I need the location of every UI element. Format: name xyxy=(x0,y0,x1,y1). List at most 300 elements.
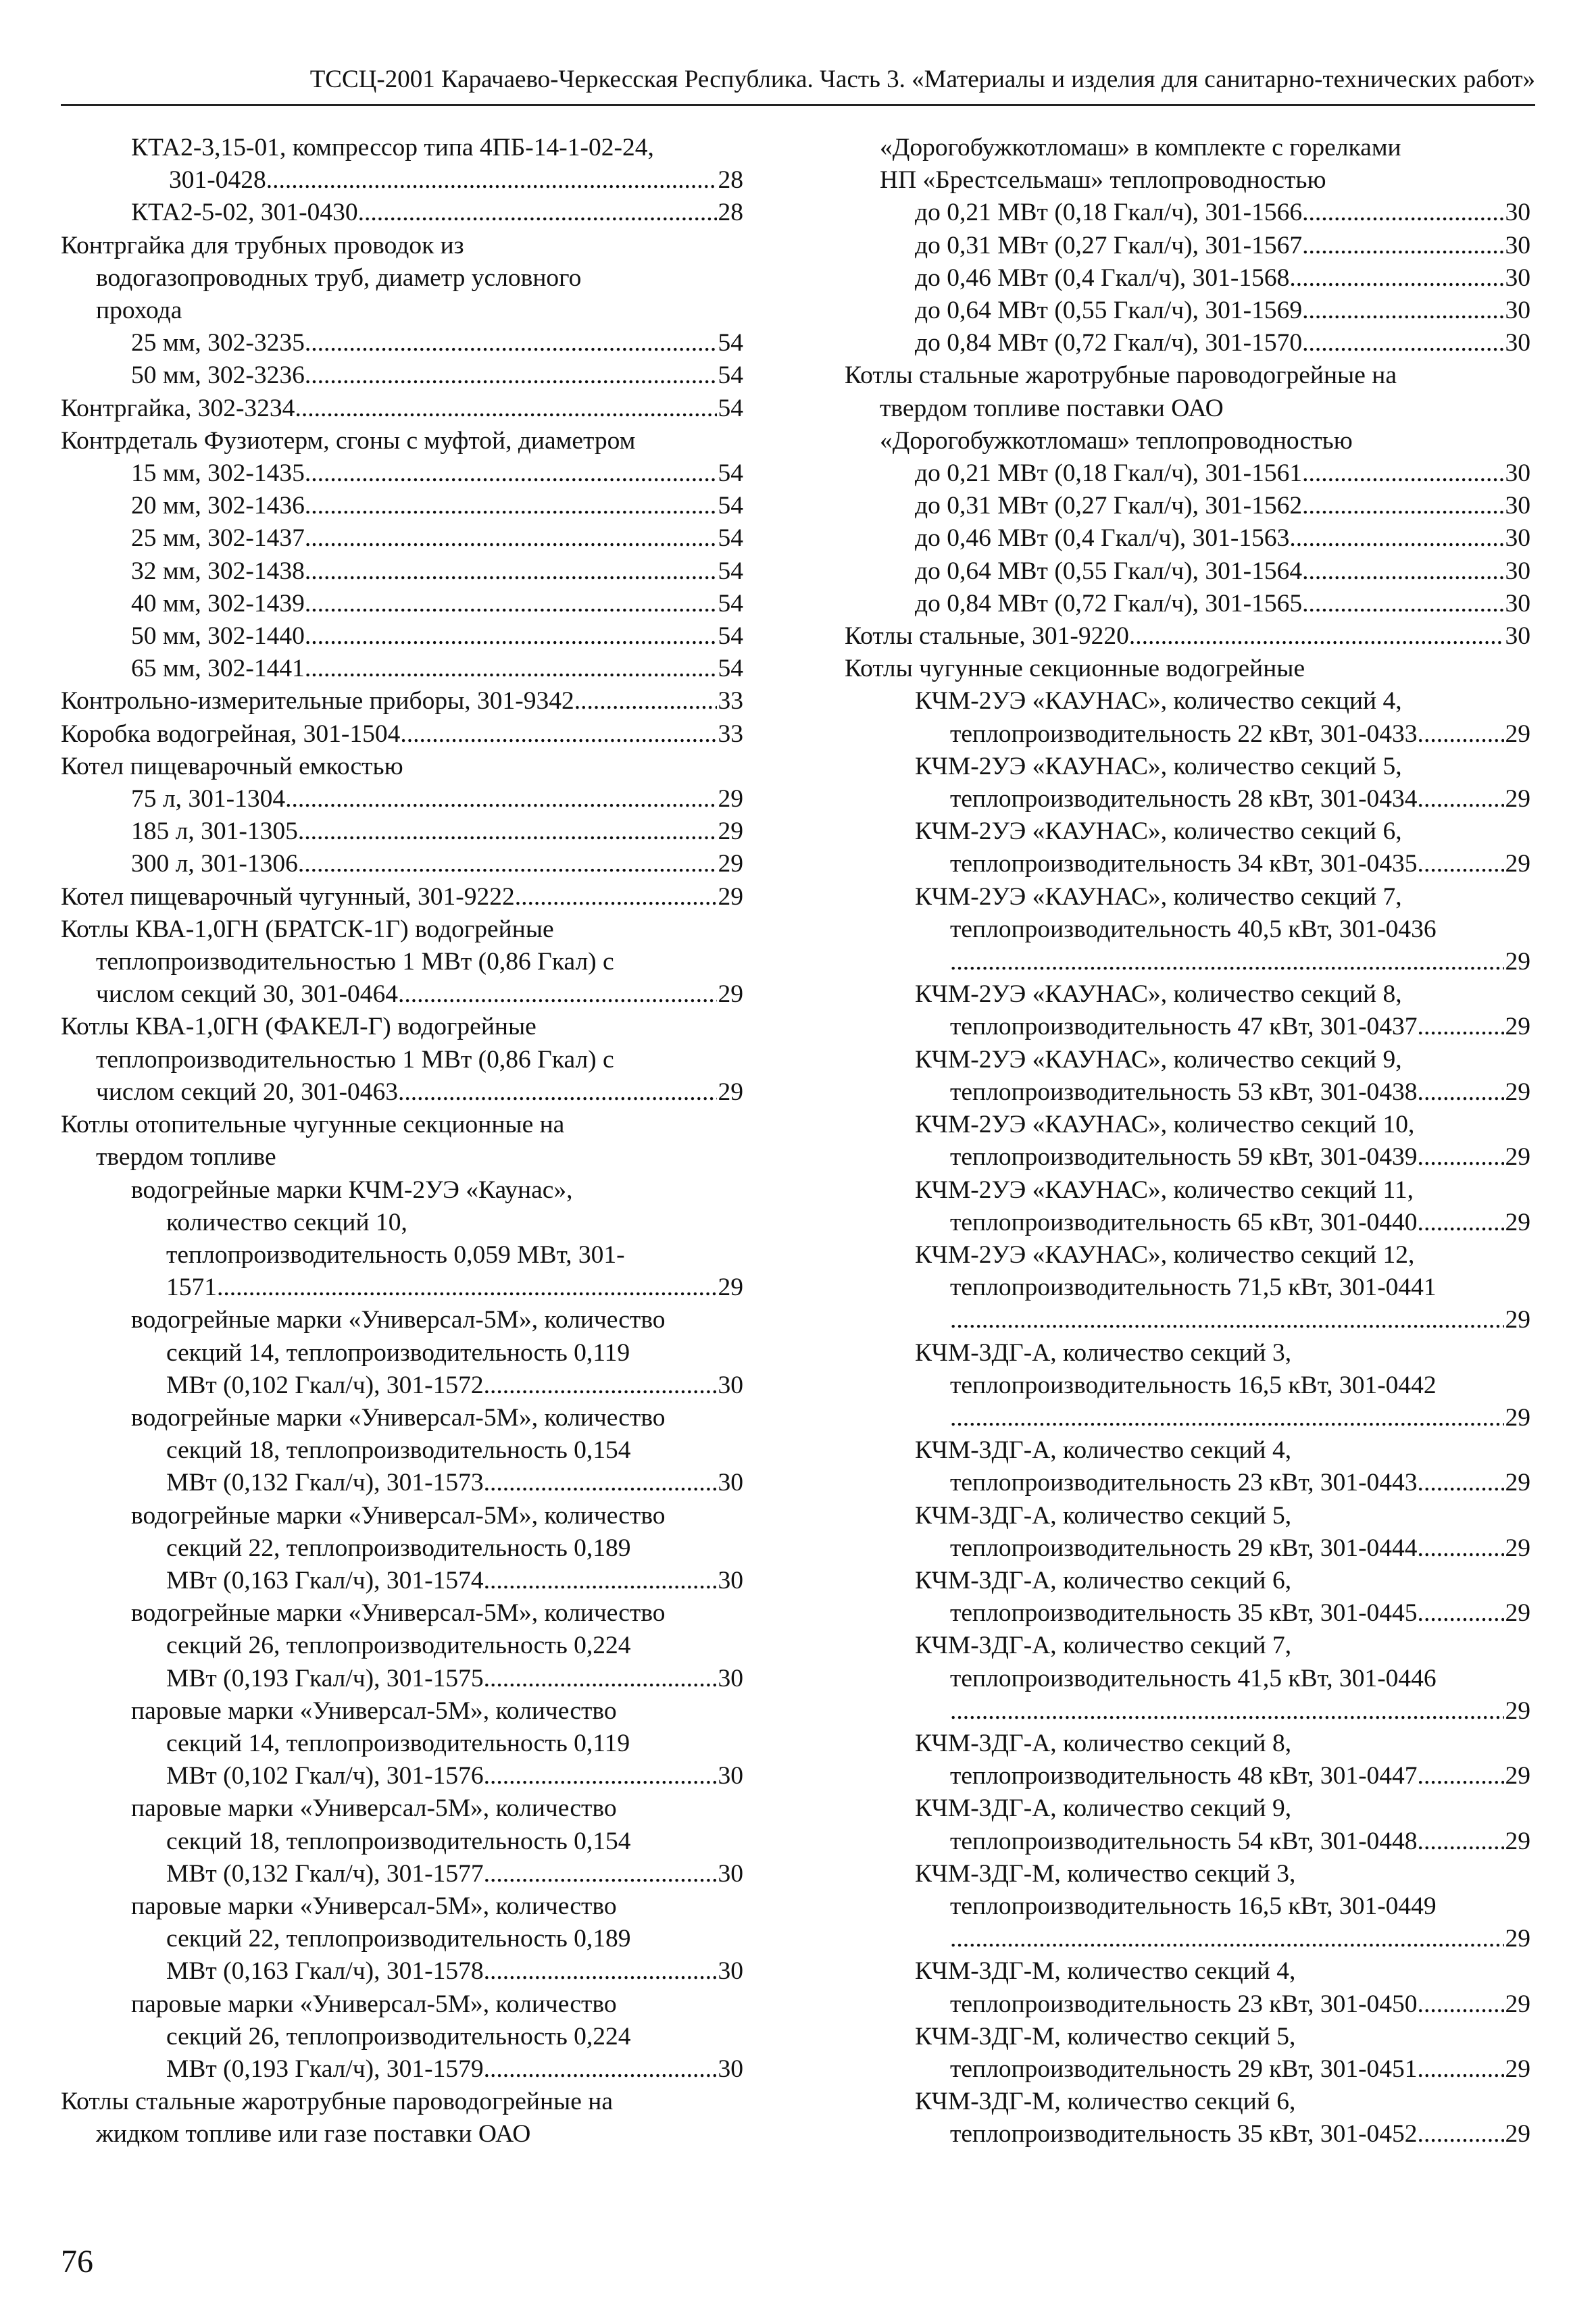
index-entry xyxy=(61,490,743,522)
index-line: Котлы чугунные секционные водогрейные xyxy=(845,655,1305,683)
page-ref: 30 xyxy=(1505,297,1530,325)
page-ref: 29 xyxy=(1505,1762,1530,1790)
entry-text: теплопроизводительность 29 кВт, 301-0444. xyxy=(950,1534,1424,1562)
page-ref: 29 xyxy=(1505,1208,1530,1236)
index-line: теплопроизводительность 16,5 кВт, 301-0442 xyxy=(950,1371,1437,1399)
page-ref: 29 xyxy=(1505,1078,1530,1106)
index-entry xyxy=(61,815,743,848)
dot-leader xyxy=(1302,230,1503,262)
dot-leader xyxy=(484,1565,717,1597)
index-entry xyxy=(845,1011,1530,1043)
page-ref: 29 xyxy=(1505,1990,1530,2018)
page-ref: 29 xyxy=(1505,850,1530,878)
entry-text: теплопроизводительность 28 кВт, 301-0434. xyxy=(950,785,1424,813)
index-entry xyxy=(61,783,743,815)
index-entry xyxy=(845,1826,1530,1858)
index-entry xyxy=(845,1304,1530,1336)
dot-leader xyxy=(950,946,1504,978)
index-line: Контрдеталь Фузиотерм, сгоны с муфтой, диаметром xyxy=(61,426,636,455)
index-line: паровые марки «Универсал-5М», количество xyxy=(131,1892,617,1920)
dot-leader xyxy=(305,359,717,392)
index-entry xyxy=(845,1141,1530,1174)
entry-text: 20 мм, 302-1436 xyxy=(131,492,305,520)
index-entry xyxy=(845,327,1530,359)
page-ref: 30 xyxy=(1505,557,1530,585)
page-ref: 29 xyxy=(1505,1143,1530,1172)
entry-text: 25 мм, 302-3235 xyxy=(131,329,305,357)
index-line: теплопроизводительность 41,5 кВт, 301-0446 xyxy=(950,1664,1437,1692)
index-line: КЧМ-3ДГ-А, количество секций 7, xyxy=(915,1632,1292,1660)
index-entry xyxy=(845,1695,1530,1728)
index-line: КЧМ-2УЭ «КАУНАС», количество секций 5, xyxy=(915,752,1402,780)
index-line: КЧМ-2УЭ «КАУНАС», количество секций 4, xyxy=(915,687,1402,715)
dot-leader xyxy=(1424,1988,1504,2021)
entry-text: МВт (0,163 Гкал/ч), 301-1574 xyxy=(166,1566,484,1594)
page-ref: 29 xyxy=(1505,1013,1530,1041)
index-entry xyxy=(61,522,743,555)
dot-leader xyxy=(950,1923,1504,1955)
index-line: КЧМ-3ДГ-М, количество секций 3, xyxy=(915,1859,1296,1888)
dot-leader xyxy=(484,1467,717,1499)
index-line: секций 22, теплопроизводительность 0,189 xyxy=(166,1925,631,1953)
entry-text: теплопроизводительность 35 кВт, 301-0452. xyxy=(950,2120,1424,2148)
index-entry xyxy=(845,457,1530,490)
index-entry xyxy=(61,1858,743,1890)
index-entry xyxy=(845,295,1530,327)
entry-text: теплопроизводительность 48 кВт, 301-0447. xyxy=(950,1762,1424,1790)
entry-text: МВт (0,102 Гкал/ч), 301-1572 xyxy=(166,1371,484,1399)
entry-text: теплопроизводительность 54 кВт, 301-0448. xyxy=(950,1827,1424,1855)
index-entry xyxy=(845,1076,1530,1109)
index-line: Котел пищеварочный емкостью xyxy=(61,752,403,780)
index-line: Котлы КВА-1,0ГН (БРАТСК-1Г) водогрейные xyxy=(61,915,554,943)
page-ref: 54 xyxy=(718,394,743,422)
index-entry xyxy=(61,555,743,588)
index-entry xyxy=(845,2053,1530,2086)
index-line: водогрейные марки «Универсал-5М», количество xyxy=(131,1599,666,1628)
dot-leader xyxy=(1424,1467,1504,1499)
page-ref: 29 xyxy=(1505,948,1530,976)
index-line: секций 26, теплопроизводительность 0,224 xyxy=(166,2022,631,2051)
dot-leader xyxy=(305,522,717,555)
index-line: прохода xyxy=(96,297,182,325)
index-entry xyxy=(845,1467,1530,1499)
index-line: Котлы стальные жаротрубные пароводогрейные на xyxy=(845,361,1397,390)
page-ref: 29 xyxy=(1505,1925,1530,1953)
dot-leader xyxy=(298,815,717,848)
index-entry xyxy=(61,1272,743,1304)
page-ref: 30 xyxy=(1505,622,1530,651)
page-ref: 30 xyxy=(718,1469,743,1497)
index-line: НП «Брестсельмаш» теплопроводностью xyxy=(880,166,1326,195)
entry-text: до 0,64 МВт (0,55 Гкал/ч), 301-1564 xyxy=(915,557,1303,585)
entry-text: до 0,31 МВт (0,27 Гкал/ч), 301-1562 xyxy=(915,492,1303,520)
dot-leader xyxy=(574,685,717,718)
index-line: Контргайка для трубных проводок из xyxy=(61,231,464,259)
entry-text: теплопроизводительность 29 кВт, 301-0451. xyxy=(950,2055,1424,2083)
entry-text: теплопроизводительность 59 кВт, 301-0439. xyxy=(950,1143,1424,1172)
entry-text: числом секций 20, 301-0463 xyxy=(96,1078,398,1106)
dot-leader xyxy=(1424,2053,1504,2086)
index-entry xyxy=(61,718,743,751)
index-line: количество секций 10, xyxy=(166,1208,407,1236)
page-ref: 29 xyxy=(1505,1469,1530,1497)
index-entry xyxy=(61,653,743,685)
dot-leader xyxy=(1424,2118,1504,2150)
index-line: паровые марки «Универсал-5М», количество xyxy=(131,1990,617,2018)
index-line: КЧМ-3ДГ-А, количество секций 6, xyxy=(915,1566,1292,1594)
entry-text: числом секций 30, 301-0464 xyxy=(96,980,398,1009)
entry-text: МВт (0,193 Гкал/ч), 301-1579 xyxy=(166,2055,484,2083)
page-ref: 33 xyxy=(718,720,743,748)
dot-leader xyxy=(515,881,717,913)
page-ref: 29 xyxy=(1505,1534,1530,1562)
index-line: КЧМ-3ДГ-М, количество секций 4, xyxy=(915,1957,1296,1986)
index-entry xyxy=(61,848,743,880)
page-ref: 54 xyxy=(718,589,743,618)
index-entry xyxy=(61,620,743,653)
dot-leader xyxy=(484,1858,717,1890)
entry-text: МВт (0,132 Гкал/ч), 301-1573 xyxy=(166,1469,484,1497)
index-entry xyxy=(845,490,1530,522)
page-ref: 54 xyxy=(718,557,743,585)
index-line: теплопроизводительность 16,5 кВт, 301-0449 xyxy=(950,1892,1437,1920)
page-ref: 30 xyxy=(718,1859,743,1888)
index-entry xyxy=(61,1369,743,1402)
index-entry xyxy=(61,1467,743,1499)
entry-text: 32 мм, 302-1438 xyxy=(131,557,305,585)
page-ref: 29 xyxy=(1505,1306,1530,1334)
index-entry xyxy=(845,1988,1530,2021)
entry-text: МВт (0,132 Гкал/ч), 301-1577 xyxy=(166,1859,484,1888)
index-entry xyxy=(845,555,1530,588)
page-ref: 29 xyxy=(1505,2120,1530,2148)
entry-text: 50 мм, 302-3236 xyxy=(131,361,305,390)
index-line: секций 18, теплопроизводительность 0,154 xyxy=(166,1436,631,1465)
entry-text: теплопроизводительность 23 кВт, 301-0443. xyxy=(950,1469,1424,1497)
dot-leader xyxy=(950,1304,1504,1336)
index-line: жидком топливе или газе поставки ОАО xyxy=(96,2120,531,2148)
entry-text: Котел пищеварочный чугунный, 301-9222 xyxy=(61,882,515,911)
entry-text: теплопроизводительность 35 кВт, 301-0445. xyxy=(950,1599,1424,1628)
page-ref: 30 xyxy=(718,1664,743,1692)
dot-leader xyxy=(1289,262,1503,295)
page-ref: 54 xyxy=(718,329,743,357)
dot-leader xyxy=(1302,327,1503,359)
index-entry xyxy=(845,1760,1530,1792)
index-line: КЧМ-2УЭ «КАУНАС», количество секций 6, xyxy=(915,818,1402,846)
page-ref: 30 xyxy=(718,1762,743,1790)
index-line: теплопроизводительность 71,5 кВт, 301-0441 xyxy=(950,1274,1437,1302)
entry-text: теплопроизводительность 34 кВт, 301-0435. xyxy=(950,850,1424,878)
index-entry xyxy=(61,457,743,490)
entry-text: до 0,84 МВт (0,72 Гкал/ч), 301-1565 xyxy=(915,589,1303,618)
index-line: твердом топливе поставки ОАО xyxy=(880,394,1224,422)
page-ref: 29 xyxy=(718,850,743,878)
page-ref: 30 xyxy=(718,2055,743,2083)
entry-text: МВт (0,193 Гкал/ч), 301-1575 xyxy=(166,1664,484,1692)
index-entry xyxy=(845,783,1530,815)
entry-text: до 0,46 МВт (0,4 Гкал/ч), 301-1563 xyxy=(915,524,1290,553)
page-ref: 30 xyxy=(1505,524,1530,553)
index-line: теплопроизводительностью 1 МВт (0,86 Гкал) с xyxy=(96,1045,614,1074)
dot-leader xyxy=(305,457,717,490)
entry-text: 300 л, 301-1306 xyxy=(131,850,298,878)
index-entry xyxy=(61,1760,743,1792)
dot-leader xyxy=(1424,783,1504,815)
entry-text: 25 мм, 302-1437 xyxy=(131,524,305,553)
entry-text: 40 мм, 302-1439 xyxy=(131,589,305,618)
page-ref: 30 xyxy=(1505,459,1530,488)
dot-leader xyxy=(398,1076,717,1109)
dot-leader xyxy=(1302,490,1503,522)
index-line: КЧМ-3ДГ-М, количество секций 6, xyxy=(915,2088,1296,2116)
index-entry xyxy=(845,1402,1530,1434)
entry-text: КТА2-5-02, 301-0430 xyxy=(131,199,358,227)
entry-text: Коробка водогрейная, 301-1504 xyxy=(61,720,401,748)
dot-leader xyxy=(1302,197,1503,229)
dot-leader xyxy=(1289,522,1503,555)
entry-text: 50 мм, 302-1440 xyxy=(131,622,305,651)
page-ref: 29 xyxy=(718,980,743,1009)
index-line: секций 18, теплопроизводительность 0,154 xyxy=(166,1827,631,1855)
page-ref: 28 xyxy=(718,166,743,195)
page-ref: 30 xyxy=(718,1957,743,1986)
dot-leader xyxy=(1129,620,1504,653)
dot-leader xyxy=(305,490,717,522)
entry-text: теплопроизводительность 23 кВт, 301-0450. xyxy=(950,1990,1424,2018)
dot-leader xyxy=(305,588,717,620)
page-ref: 29 xyxy=(718,1078,743,1106)
page-ref: 30 xyxy=(1505,263,1530,292)
index-line: паровые марки «Универсал-5М», количество xyxy=(131,1794,617,1823)
index-line: теплопроизводительность 0,059 МВт, 301- xyxy=(166,1240,625,1269)
dot-leader xyxy=(400,718,716,751)
dot-leader xyxy=(305,327,717,359)
index-entry xyxy=(845,588,1530,620)
index-entry xyxy=(845,1207,1530,1239)
index-entry xyxy=(845,946,1530,978)
dot-leader xyxy=(484,1369,717,1402)
index-line: КЧМ-2УЭ «КАУНАС», количество секций 7, xyxy=(915,882,1402,911)
entry-text: Котлы стальные, 301-9220 xyxy=(845,622,1129,651)
dot-leader xyxy=(1424,1532,1504,1565)
entry-text: до 0,46 МВт (0,4 Гкал/ч), 301-1568 xyxy=(915,263,1290,292)
page-ref: 30 xyxy=(1505,329,1530,357)
entry-text: МВт (0,102 Гкал/ч), 301-1576 xyxy=(166,1762,484,1790)
index-entry xyxy=(61,1955,743,1988)
entry-text: МВт (0,163 Гкал/ч), 301-1578 xyxy=(166,1957,484,1986)
index-entry xyxy=(845,718,1530,751)
index-line: секций 14, теплопроизводительность 0,119 xyxy=(166,1729,630,1757)
index-entry xyxy=(61,1663,743,1695)
index-entry xyxy=(845,1923,1530,1955)
page-ref: 54 xyxy=(718,524,743,553)
index-entry xyxy=(845,848,1530,880)
dot-leader xyxy=(1424,718,1504,751)
index-line: КЧМ-2УЭ «КАУНАС», количество секций 11, xyxy=(915,1176,1414,1204)
index-entry xyxy=(61,1076,743,1109)
index-entry xyxy=(61,2053,743,2086)
index-line: секций 14, теплопроизводительность 0,119 xyxy=(166,1338,630,1367)
index-line: КЧМ-3ДГ-А, количество секций 9, xyxy=(915,1794,1292,1823)
index-line: КЧМ-2УЭ «КАУНАС», количество секций 8, xyxy=(915,980,1402,1009)
dot-leader xyxy=(295,393,716,425)
dot-leader xyxy=(484,2053,717,2086)
dot-leader xyxy=(1424,1760,1504,1792)
index-line: водогрейные марки «Универсал-5М», количество xyxy=(131,1403,666,1432)
dot-leader xyxy=(305,620,717,653)
index-line: секций 26, теплопроизводительность 0,224 xyxy=(166,1632,631,1660)
index-line: водогазопроводных труб, диаметр условного xyxy=(96,263,582,292)
index-entry xyxy=(61,1565,743,1597)
index-entry xyxy=(61,197,743,229)
entry-text: до 0,64 МВт (0,55 Гкал/ч), 301-1569 xyxy=(915,297,1303,325)
index-line: КЧМ-3ДГ-А, количество секций 5, xyxy=(915,1501,1292,1530)
index-line: водогрейные марки «Универсал-5М», количество xyxy=(131,1306,666,1334)
index-line: теплопроизводительность 40,5 кВт, 301-0436 xyxy=(950,915,1437,943)
index-line: КЧМ-3ДГ-А, количество секций 8, xyxy=(915,1729,1292,1757)
entry-text: теплопроизводительность 47 кВт, 301-0437. xyxy=(950,1013,1424,1041)
page-ref: 54 xyxy=(718,459,743,488)
dot-leader xyxy=(298,848,717,880)
page-ref: 29 xyxy=(1505,1696,1530,1725)
page-ref: 30 xyxy=(1505,492,1530,520)
index-line: КЧМ-3ДГ-А, количество секций 4, xyxy=(915,1436,1292,1465)
index-entry xyxy=(61,978,743,1011)
entry-text: 75 л, 301-1304 xyxy=(131,785,286,813)
page-ref: 29 xyxy=(718,785,743,813)
index-line: теплопроизводительностью 1 МВт (0,86 Гкал) с xyxy=(96,948,614,976)
index-entry xyxy=(61,685,743,718)
dot-leader xyxy=(1424,1207,1504,1239)
page-ref: 30 xyxy=(1505,589,1530,618)
index-line: КЧМ-3ДГ-А, количество секций 3, xyxy=(915,1338,1292,1367)
dot-leader xyxy=(950,1695,1504,1728)
page-ref: 29 xyxy=(1505,720,1530,748)
entry-text: теплопроизводительность 22 кВт, 301-0433. xyxy=(950,720,1424,748)
dot-leader xyxy=(217,1272,717,1304)
index-line: «Дорогобужкотломаш» в комплекте с горелками xyxy=(880,134,1401,161)
index-column-left xyxy=(61,132,743,2151)
page-number: 76 xyxy=(61,2244,93,2280)
index-entry xyxy=(61,164,743,197)
dot-leader xyxy=(1302,588,1503,620)
entry-text: 15 мм, 302-1435 xyxy=(131,459,305,488)
index-line: КЧМ-2УЭ «КАУНАС», количество секций 9, xyxy=(915,1045,1402,1074)
dot-leader xyxy=(484,1663,717,1695)
page-ref: 29 xyxy=(1505,785,1530,813)
page-ref: 29 xyxy=(1505,1599,1530,1628)
dot-leader xyxy=(1424,1826,1504,1858)
entry-text: до 0,21 МВт (0,18 Гкал/ч), 301-1566 xyxy=(915,199,1303,227)
entry-text: теплопроизводительность 53 кВт, 301-0438. xyxy=(950,1078,1424,1106)
page-ref: 29 xyxy=(1505,2055,1530,2083)
index-entry xyxy=(845,230,1530,262)
index-entry xyxy=(845,262,1530,295)
index-line: водогрейные марки КЧМ-2УЭ «Каунас», xyxy=(131,1176,573,1204)
index-entry xyxy=(845,197,1530,229)
index-entry xyxy=(61,588,743,620)
index-entry xyxy=(845,522,1530,555)
page-ref: 29 xyxy=(1505,1403,1530,1432)
index-entry xyxy=(61,393,743,425)
page-ref: 28 xyxy=(718,199,743,227)
page-ref: 29 xyxy=(718,882,743,911)
entry-text: до 0,84 МВт (0,72 Гкал/ч), 301-1570 xyxy=(915,329,1303,357)
dot-leader xyxy=(1424,1076,1504,1109)
index-line: «Дорогобужкотломаш» теплопроводностью xyxy=(880,426,1353,455)
entry-text: 301-0428 xyxy=(169,166,266,195)
page-ref: 30 xyxy=(1505,231,1530,259)
dot-leader xyxy=(1302,555,1503,588)
index-entry xyxy=(845,1597,1530,1630)
index-line: КЧМ-3ДГ-М, количество секций 5, xyxy=(915,2022,1296,2051)
entry-text: теплопроизводительность 65 кВт, 301-0440. xyxy=(950,1208,1424,1236)
entry-text: до 0,21 МВт (0,18 Гкал/ч), 301-1561 xyxy=(915,459,1303,488)
page-ref: 54 xyxy=(718,622,743,651)
page-ref: 54 xyxy=(718,655,743,683)
index-line: Котлы КВА-1,0ГН (ФАКЕЛ-Г) водогрейные xyxy=(61,1013,537,1041)
page-ref: 29 xyxy=(1505,1827,1530,1855)
index-line: Котлы отопительные чугунные секционные на xyxy=(61,1111,565,1139)
index-entry xyxy=(845,620,1530,653)
index-line: Котлы стальные жаротрубные пароводогрейные на xyxy=(61,2088,613,2116)
index-entry xyxy=(61,359,743,392)
page-ref: 30 xyxy=(718,1371,743,1399)
running-header: ТССЦ-2001 Карачаево-Черкесская Республика. Часть 3. «Материалы и изделия для санитарно-технических работ» xyxy=(61,62,1535,106)
index-column-right xyxy=(845,132,1530,2151)
page-ref: 30 xyxy=(1505,199,1530,227)
entry-text: 1571 xyxy=(166,1274,217,1302)
index-entry xyxy=(61,881,743,913)
entry-text: Контрольно-измерительные приборы, 301-9342 xyxy=(61,687,574,715)
dot-leader xyxy=(305,653,717,685)
entry-text: Контргайка, 302-3234 xyxy=(61,394,295,422)
dot-leader xyxy=(1424,1141,1504,1174)
dot-leader xyxy=(1302,295,1503,327)
dot-leader xyxy=(358,197,717,229)
page-ref: 29 xyxy=(718,1274,743,1302)
index-line: КЧМ-2УЭ «КАУНАС», количество секций 10, xyxy=(915,1111,1415,1139)
dot-leader xyxy=(950,1402,1504,1434)
index-line: паровые марки «Универсал-5М», количество xyxy=(131,1696,617,1725)
index-line: КЧМ-2УЭ «КАУНАС», количество секций 12, xyxy=(915,1240,1415,1269)
page-ref: 33 xyxy=(718,687,743,715)
index-line: КТА2-3,15-01, компрессор типа 4ПБ-14-1-02-24, xyxy=(131,134,654,161)
page-ref: 54 xyxy=(718,492,743,520)
dot-leader xyxy=(398,978,717,1011)
page-ref: 29 xyxy=(718,818,743,846)
dot-leader xyxy=(1424,1011,1504,1043)
entry-text: до 0,31 МВт (0,27 Гкал/ч), 301-1567 xyxy=(915,231,1303,259)
index-entry xyxy=(61,327,743,359)
dot-leader xyxy=(484,1955,717,1988)
entry-text: 65 мм, 302-1441 xyxy=(131,655,305,683)
index-line: твердом топливе xyxy=(96,1143,276,1172)
index-line: водогрейные марки «Универсал-5М», количество xyxy=(131,1501,666,1530)
dot-leader xyxy=(1302,457,1503,490)
dot-leader xyxy=(1424,848,1504,880)
dot-leader xyxy=(1424,1597,1504,1630)
index-entry xyxy=(845,2118,1530,2150)
page-ref: 54 xyxy=(718,361,743,390)
dot-leader xyxy=(484,1760,717,1792)
index-entry xyxy=(845,1532,1530,1565)
page-ref: 30 xyxy=(718,1566,743,1594)
index-line: секций 22, теплопроизводительность 0,189 xyxy=(166,1534,631,1562)
entry-text: 185 л, 301-1305 xyxy=(131,818,298,846)
